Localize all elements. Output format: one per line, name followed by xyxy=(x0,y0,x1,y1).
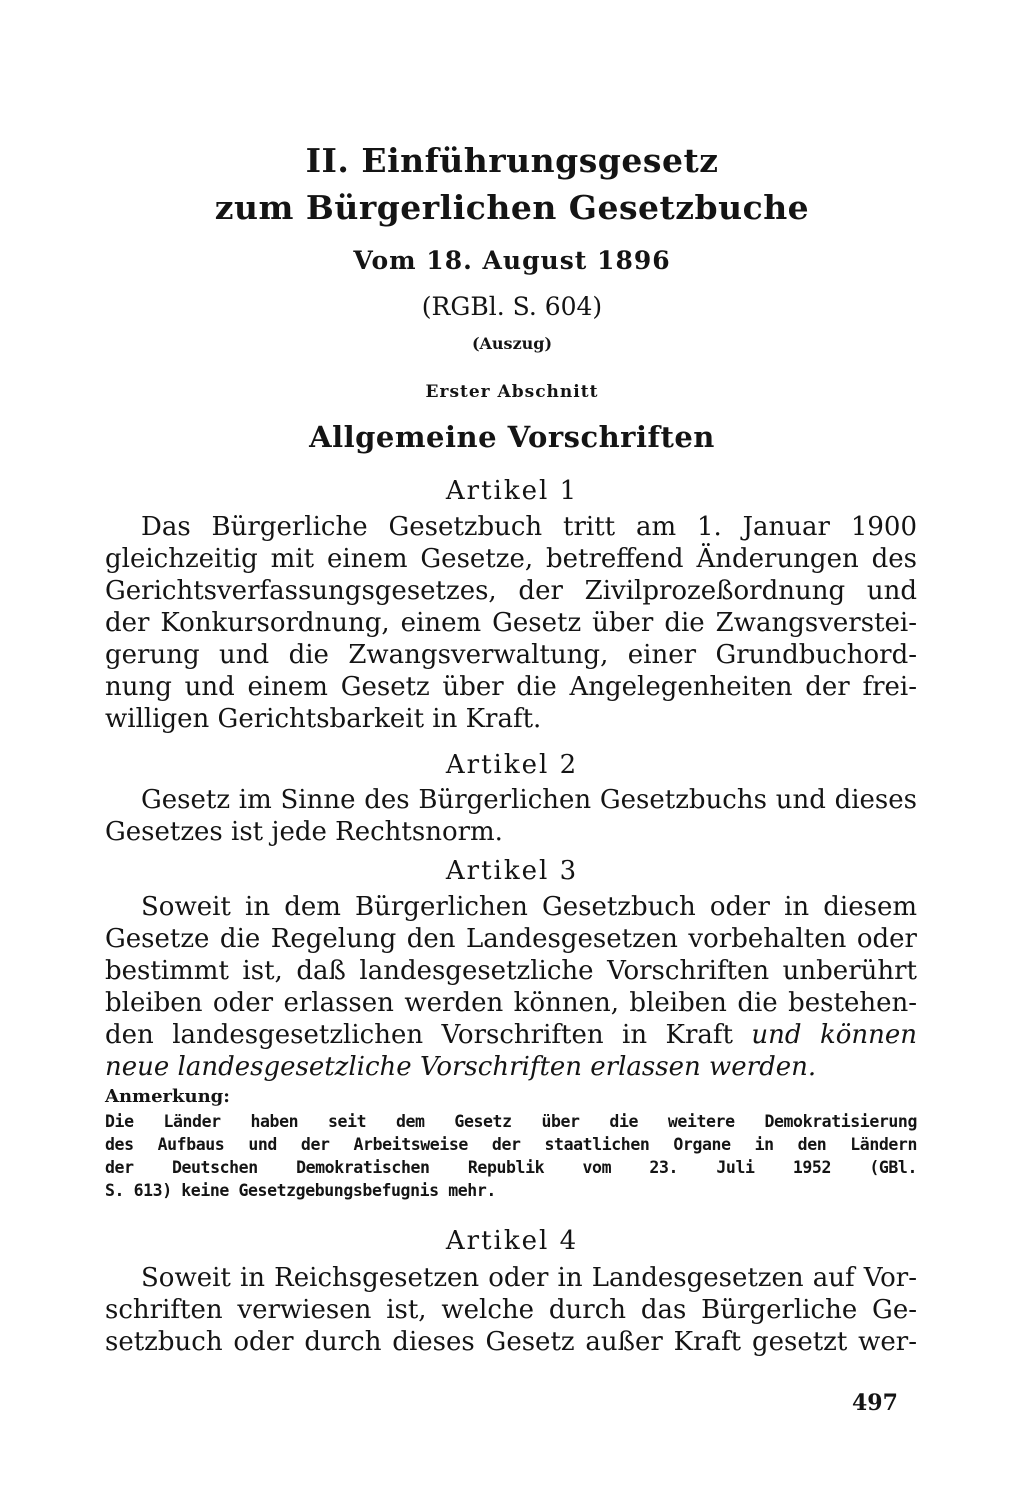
article-4-text xyxy=(105,1262,917,1358)
note-label: Anmerkung: xyxy=(105,1086,230,1107)
article-3-line-italic-tail: und können xyxy=(751,1020,917,1050)
section-label: Erster Abschnitt xyxy=(425,382,599,402)
article-3-italic-line: neue landesgesetzliche Vorschriften erlassen werden. xyxy=(105,1052,817,1082)
excerpt-note: (Auszug) xyxy=(471,334,553,353)
note-line: des Aufbaus und der Arbeitsweise der staatlichen Organe in den Ländern xyxy=(105,1135,917,1154)
article-3-line: Gesetze die Regelung den Landesgesetzen vorbehalten oder xyxy=(105,924,917,954)
article-1-line: willigen Gerichtsbarkeit in Kraft. xyxy=(105,704,542,734)
article-3-line-roman: den landesgesetzlichen Vorschriften in Kraft xyxy=(105,1020,733,1050)
law-citation: (RGBl. S. 604) xyxy=(421,292,603,321)
article-1-line: Gerichtsverfassungsgesetzes, der Zivilprozeßordnung und xyxy=(105,576,917,606)
article-4-heading: Artikel 4 xyxy=(445,1226,579,1256)
article-4-line: Soweit in Reichsgesetzen oder in Landesgesetzen auf Vor- xyxy=(141,1263,917,1293)
law-date: Vom 18. August 1896 xyxy=(353,246,671,275)
page-number: 497 xyxy=(852,1390,898,1416)
article-2-line: Gesetz im Sinne des Bürgerlichen Gesetzbuchs und dieses xyxy=(141,785,917,815)
article-2-heading: Artikel 2 xyxy=(445,750,579,780)
article-3-line: Soweit in dem Bürgerlichen Gesetzbuch oder in diesem xyxy=(141,892,917,922)
section-title: Allgemeine Vorschriften xyxy=(309,420,715,454)
article-3-text xyxy=(105,891,917,1083)
article-1-line: gleichzeitig mit einem Gesetze, betreffend Änderungen des xyxy=(105,544,917,574)
article-1-heading: Artikel 1 xyxy=(445,476,579,506)
article-3-line: bleiben oder erlassen werden können, bleiben die bestehen- xyxy=(105,988,917,1018)
note-text xyxy=(105,1110,917,1202)
note-line: Die Länder haben seit dem Gesetz über die weitere Demokratisierung xyxy=(105,1112,917,1131)
article-1-text xyxy=(105,511,917,735)
law-title-line-2: zum Bürgerlichen Gesetzbuche xyxy=(214,188,810,227)
law-title-line-1: II. Einführungsgesetz xyxy=(305,141,719,180)
article-2-line: Gesetzes ist jede Rechtsnorm. xyxy=(105,817,503,847)
article-3-line-mixed xyxy=(105,1019,917,1051)
article-3-line: bestimmt ist, daß landesgesetzliche Vorschriften unberührt xyxy=(105,956,917,986)
article-1-line: gerung und die Zwangsverwaltung, einer Grundbuchord- xyxy=(105,640,917,670)
article-1-line: nung und einem Gesetz über die Angelegenheiten der frei- xyxy=(105,672,917,702)
article-4-line: setzbuch oder durch dieses Gesetz außer Kraft gesetzt wer- xyxy=(105,1327,917,1357)
article-3-heading: Artikel 3 xyxy=(445,856,579,886)
article-4-line: schriften verwiesen ist, welche durch das Bürgerliche Ge- xyxy=(105,1295,917,1325)
article-2-text xyxy=(105,784,917,848)
note-line: S. 613) keine Gesetzgebungsbefugnis mehr. xyxy=(105,1181,496,1200)
article-1-line: Das Bürgerliche Gesetzbuch tritt am 1. Januar 1900 xyxy=(141,512,917,542)
note-line: der Deutschen Demokratischen Republik vom 23. Juli 1952 (GBl. xyxy=(105,1158,917,1177)
article-1-line: der Konkursordnung, einem Gesetz über die Zwangsverstei- xyxy=(105,608,917,638)
